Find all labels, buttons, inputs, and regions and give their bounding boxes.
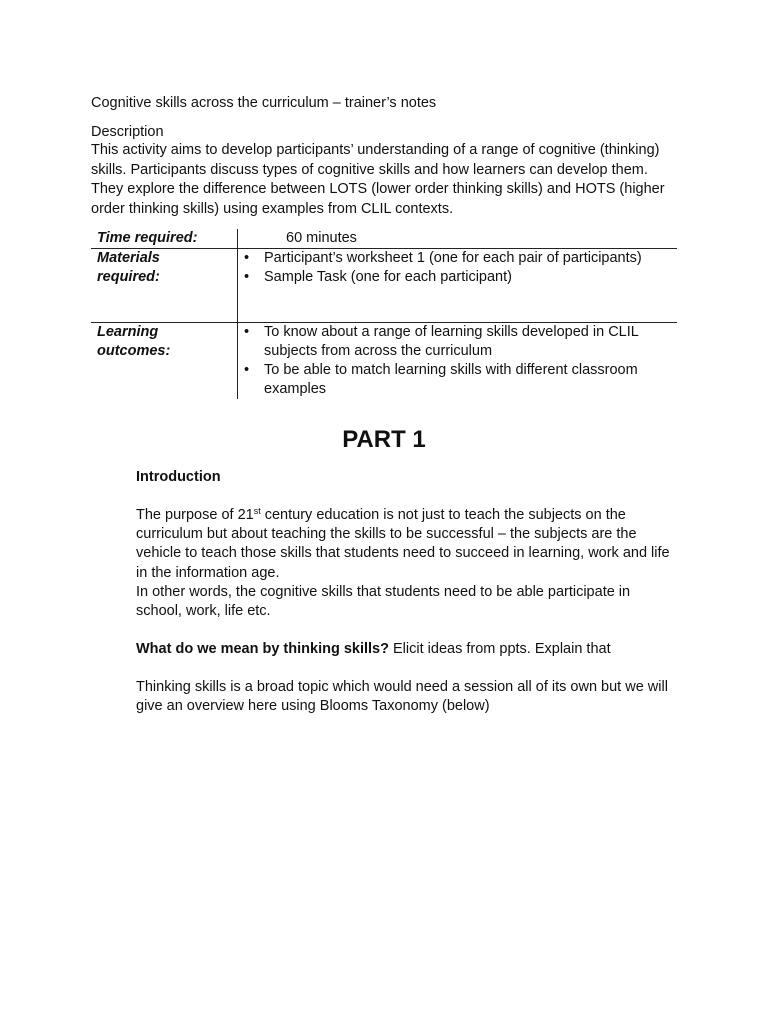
outcomes-list	[238, 323, 677, 399]
description-heading: Description	[91, 124, 164, 140]
thinking-skills-question	[136, 640, 676, 659]
materials-required-value	[238, 249, 678, 323]
materials-required-label	[91, 249, 238, 323]
bullet-icon: •	[244, 269, 250, 285]
bullet-icon: •	[244, 362, 250, 378]
learning-outcomes-value	[238, 323, 678, 400]
description-body: This activity aims to develop participants’ understanding of a range of cognitive (thinking) skills. Participants discuss types of cognitive skills and how learners can develop them. They explore the difference between LOTS (lower order thinking skills) and HOTS (higher order thinking skills) using examples from CLIL contexts.	[91, 142, 665, 217]
learning-outcomes-label	[91, 323, 238, 400]
outcomes-item-text: To know about a range of learning skills developed in CLIL subjects from across the curriculum	[264, 324, 639, 359]
materials-item-text: Sample Task (one for each participant)	[264, 269, 512, 285]
list-item	[238, 268, 677, 287]
part-1-heading: PART 1	[342, 426, 426, 453]
materials-item-text: Participant’s worksheet 1 (one for each pair of participants)	[264, 250, 642, 266]
learning-outcomes-row	[91, 323, 677, 400]
question-bold-text: What do we mean by thinking skills?	[136, 641, 389, 657]
time-required-row	[91, 229, 677, 249]
purpose-text-rest: century education is not just to teach the subjects on the curriculum but about teaching the skills to be successful – the subjects are the vehicle to teach those skills that students need to succeed in learning, work and life in the information age.	[136, 507, 670, 581]
list-item	[238, 249, 677, 268]
list-item	[238, 323, 677, 361]
purpose-text-start: The purpose of 21	[136, 507, 254, 523]
introduction-heading: Introduction	[136, 469, 221, 485]
outcomes-item-text: To be able to match learning skills with different classroom examples	[264, 362, 638, 397]
outcomes-label-line2: outcomes:	[97, 343, 171, 359]
ordinal-suffix: st	[253, 506, 261, 516]
materials-label-line2: required:	[97, 269, 160, 285]
bullet-icon: •	[244, 324, 250, 340]
materials-label-line1: Materials	[97, 250, 160, 266]
document-title: Cognitive skills across the curriculum – trainer’s notes	[91, 95, 437, 111]
list-item	[238, 361, 677, 399]
purpose-paragraph	[136, 506, 676, 621]
bullet-icon: •	[244, 250, 250, 266]
time-required-label: Time required:	[91, 229, 238, 249]
materials-list	[238, 249, 677, 287]
activity-info-table	[91, 229, 677, 399]
question-rest-text: Elicit ideas from ppts. Explain that	[388, 641, 611, 657]
thinking-skills-paragraph: Thinking skills is a broad topic which would need a session all of its own but we will give an overview here using Blooms Taxonomy (below)	[136, 679, 668, 715]
outcomes-label-line1: Learning	[97, 324, 159, 340]
purpose-second-line: In other words, the cognitive skills that students need to be able participate in school, work, life etc.	[136, 583, 631, 620]
materials-required-row	[91, 249, 677, 323]
time-required-value: 60 minutes	[286, 230, 357, 246]
